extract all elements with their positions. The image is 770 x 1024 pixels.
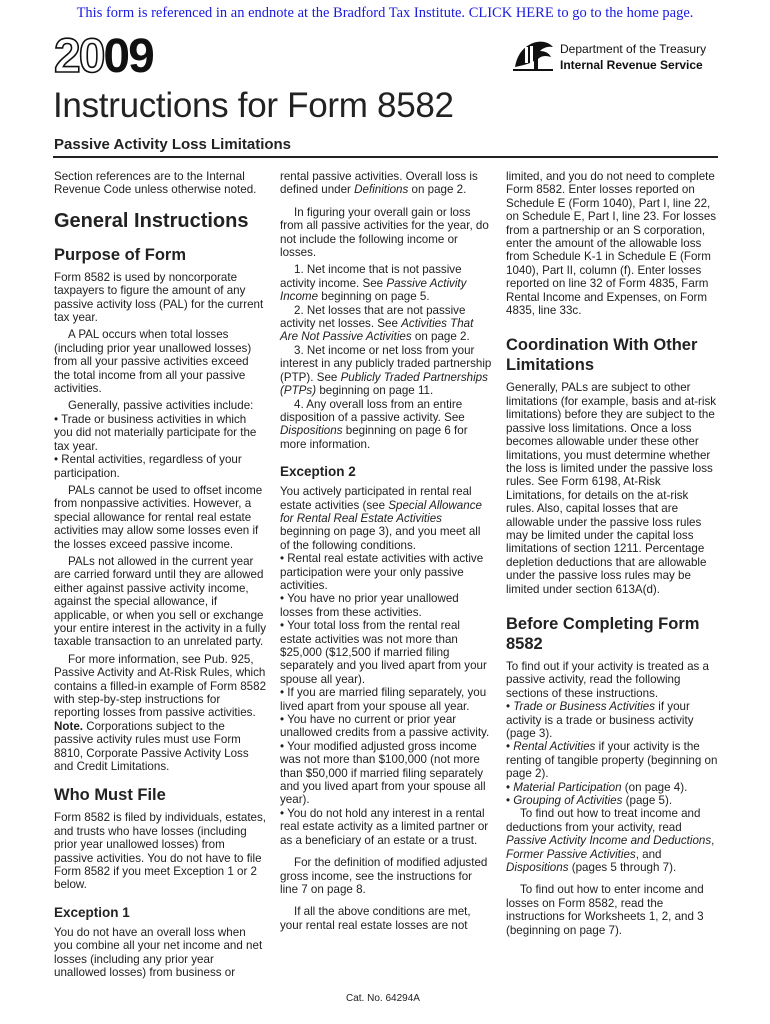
bullet-item: • You have no prior year unallowed losses from these activities. <box>280 592 459 619</box>
agency-department: Department of the Treasury <box>560 42 707 56</box>
text-run-italic: Material Participation <box>513 780 622 794</box>
text-run: 4. Any overall loss from an entire disposition of a passive activity. See <box>280 397 465 424</box>
bullet-item: • If you are married filing separately, you lived apart from your spouse all year. <box>280 686 487 713</box>
bullet-item: • Grouping of Activities (page 5). <box>506 794 673 808</box>
text-run-italic: Passive Activity Income <box>280 276 467 304</box>
paragraph <box>280 485 493 552</box>
text-run-italic: Activities That Are Not Passive Activities <box>280 317 474 344</box>
agency-block <box>560 41 706 73</box>
document-title: Instructions for Form 8582 <box>53 86 454 125</box>
bullet-item: • You do not hold any interest in a rental real estate activity as a limited partner or as a beneficiary of an estate or a trust. <box>280 806 489 847</box>
text-run: if your activity is a trade or business activity (page 3). <box>506 700 694 740</box>
year-outline: 20 <box>54 30 104 83</box>
paragraph: To find out how to enter income and losses on Form 8582, read the instructions for Worksheets 1, 2, and 3 (beginning on page 7). <box>506 883 704 937</box>
text-run-italic: Special Allowance for Rental Real Estate Activities <box>280 498 482 525</box>
heading-exception-2: Exception 2 <box>280 464 356 480</box>
text-run-italic: Trade or Business Activities <box>513 700 656 714</box>
bullet-item: • Rental Activities if your activity is the renting of tangible property (beginning on page 2). <box>506 740 718 781</box>
header-divider <box>53 156 718 158</box>
column-2 <box>280 170 493 936</box>
text-run: 2. Net losses that are not passive activity net losses. See <box>280 303 466 331</box>
note-label: Note. <box>54 719 83 733</box>
text-run: rental passive activities. Overall loss is defined under <box>280 170 478 197</box>
paragraph: You do not have an overall loss when you combine all your net income and net losses (including any prior year unallowed losses) from business or <box>54 925 263 980</box>
catalog-number: Cat. No. 64294A <box>346 993 420 1004</box>
numbered-item <box>280 398 493 452</box>
banner-tail: to go to the home page. <box>557 5 694 21</box>
bullet-item: • Rental real estate activities with active participation were your only passive activities. <box>280 552 484 592</box>
text-run: beginning on page 11. <box>319 384 434 398</box>
text-run: 1. Net income that is not passive activity income. See <box>280 263 462 290</box>
paragraph <box>280 170 493 197</box>
note-text: Corporations subject to the passive activity rules must use Form 8810, Corporate Passive Activity Loss and Credit Limitations. <box>54 719 249 774</box>
text-run-italic: Grouping of Activities <box>513 794 623 808</box>
text-run: (on page 4). <box>624 780 688 794</box>
heading-who-must-file: Who Must File <box>54 786 166 805</box>
text-run: , <box>711 834 715 848</box>
text-run-italic: Passive Activity Income and Deductions <box>506 834 712 848</box>
paragraph: To find out if your activity is treated as a passive activity, read the following sections of these instructions. <box>506 659 709 700</box>
paragraph: For more information, see Pub. 925, Passive Activity and At-Risk Rules, which contains a filled-in example of Form 8582 with step-by-step instructions for reporting losses from passive activities. <box>54 652 267 720</box>
heading-before-completing: Before Completing Form 8582 <box>506 614 700 653</box>
text-run: 3. Net income or net loss from your interest in any publicly traded partnership (PTP). See <box>280 343 492 384</box>
text-run: (page 5). <box>625 794 673 808</box>
intro-note: Section references are to the Internal Revenue Code unless otherwise noted. <box>54 170 257 197</box>
tax-year <box>54 30 153 84</box>
year-solid: 09 <box>103 30 153 83</box>
numbered-item <box>280 344 493 398</box>
text-run-italic: Rental Activities <box>513 740 596 754</box>
bullet-item: • Your total loss from the rental real estate activities was not more than $25,000 ($12,500 if married filing separately and you lived apart from your spouse all year). <box>280 619 487 686</box>
paragraph: A PAL occurs when total losses (including prior year unallowed losses) from all your passive activities exceed the total income from all your passive activities. <box>54 328 252 396</box>
paragraph <box>506 807 719 874</box>
text-run-italic: Definitions <box>354 183 409 197</box>
text-run: beginning on page 5. <box>321 290 430 304</box>
paragraph: PALs not allowed in the current year are carried forward until they are allowed either against passive activity income, against the special allowance, if applicable, or when you sell or exchange your entire interest in the activity in a fully taxable transaction to an unrelated party. <box>54 554 267 649</box>
text-run: beginning on page 6 for more information. <box>280 424 468 451</box>
home-page-link[interactable]: CLICK HERE <box>468 5 554 21</box>
numbered-item <box>280 263 493 303</box>
agency-irs: Internal Revenue Service <box>560 58 703 72</box>
text-run: , and <box>635 847 662 861</box>
bullet-item: • Trade or Business Activities if your activity is a trade or business activity (page 3). <box>506 700 694 740</box>
paragraph: limited, and you do not need to complete Form 8582. Enter losses reported on Schedule E (Form 1040), Part I, line 22, on Schedule E, Part I, line 23. For losses from a partnership or an S corporation, enter the amount of the allowable loss from Schedule K-1 in Schedule E (Form 1040), Part II, column (f). Enter losses reported on line 32 of Form 4835, Farm Rental Income and Expenses, on Form 4835, line 33c. <box>506 170 717 318</box>
bullet-item: • Material Participation (on page 4). <box>506 780 688 794</box>
heading-exception-1: Exception 1 <box>54 904 130 920</box>
document-subtitle: Passive Activity Loss Limitations <box>54 136 292 153</box>
heading-coordination: Coordination With Other Limitations <box>506 336 698 375</box>
heading-purpose-of-form: Purpose of Form <box>54 245 187 264</box>
text-run: (pages 5 through 7). <box>571 861 677 875</box>
bullet-item: • Rental activities, regardless of your participation. <box>54 453 242 480</box>
text-run-italic: Dispositions <box>280 424 343 438</box>
text-run: beginning on page 3), and you meet all of the following conditions. <box>280 525 481 552</box>
banner-text: This form is referenced in an endnote at the Bradford Tax Institute. <box>76 5 466 21</box>
paragraph: Form 8582 is filed by individuals, estates, and trusts who have losses (including prior year unallowed losses) from passive activities. You do not have to file Form 8582 if you meet Exception 1 or 2 below. <box>54 811 267 892</box>
endnote-banner <box>0 5 770 22</box>
paragraph: For the definition of modified adjusted gross income, see the instructions for line 7 on page 8. <box>280 856 488 896</box>
numbered-item <box>280 304 493 344</box>
irs-eagle-logo-icon <box>511 37 555 73</box>
paragraph: If all the above conditions are met, your rental real estate losses are not <box>280 905 471 932</box>
text-run: on page 2. <box>411 183 467 197</box>
column-3 <box>506 170 719 941</box>
paragraph: Generally, PALs are subject to other limitations (for example, basis and at-risk limitations) before they are subject to the passive loss limitations. Once a loss becomes allowable under these other limitations, you must determine whether the loss is limited under the passive loss rules. See Form 6198, At-Risk Limitations, for details on the at-risk rules. Also, capital losses that are allowable under the passive loss rules may be limited under the capital loss limitations of section 1211. Percentage depletion deductions that are allowable under the passive loss rules may be limited under section 613A(d). <box>506 381 717 596</box>
bullet-item: • Your modified adjusted gross income was not more than $100,000 (not more than $50,000 if married filing separately and you lived apart from your spouse all year). <box>280 739 486 807</box>
bullet-item: • Trade or business activities in which you did not materially participate for the tax year. <box>54 412 257 453</box>
text-run: To find out how to treat income and deductions from your activity, read <box>506 807 701 834</box>
paragraph: Form 8582 is used by noncorporate taxpayers to figure the amount of any passive activity loss (PAL) for the current tax year. <box>54 270 264 325</box>
column-1 <box>54 170 267 984</box>
paragraph: Generally, passive activities include: <box>68 399 254 413</box>
text-run: You actively participated in rental real estate activities (see <box>280 485 472 512</box>
paragraph: In figuring your overall gain or loss from all passive activities for the year, do not include the following income or losses. <box>280 205 489 260</box>
bullet-item: • You have no current or prior year unallowed credits from a passive activity. <box>280 713 490 740</box>
note-paragraph <box>54 720 267 774</box>
text-run: on page 2. <box>414 330 470 344</box>
heading-general-instructions: General Instructions <box>54 209 249 232</box>
text-run: if your activity is the renting of tangible property (beginning on page 2). <box>506 740 718 781</box>
text-run-italic: Former Passive Activities <box>506 847 636 861</box>
text-run-italic: Publicly Traded Partnerships (PTPs) <box>280 370 488 398</box>
paragraph: PALs cannot be used to offset income from nonpassive activities. However, a special allowance for rental real estate activities may allow some losses even if the losses exceed passive income. <box>54 483 263 551</box>
text-run-italic: Dispositions <box>506 861 569 875</box>
